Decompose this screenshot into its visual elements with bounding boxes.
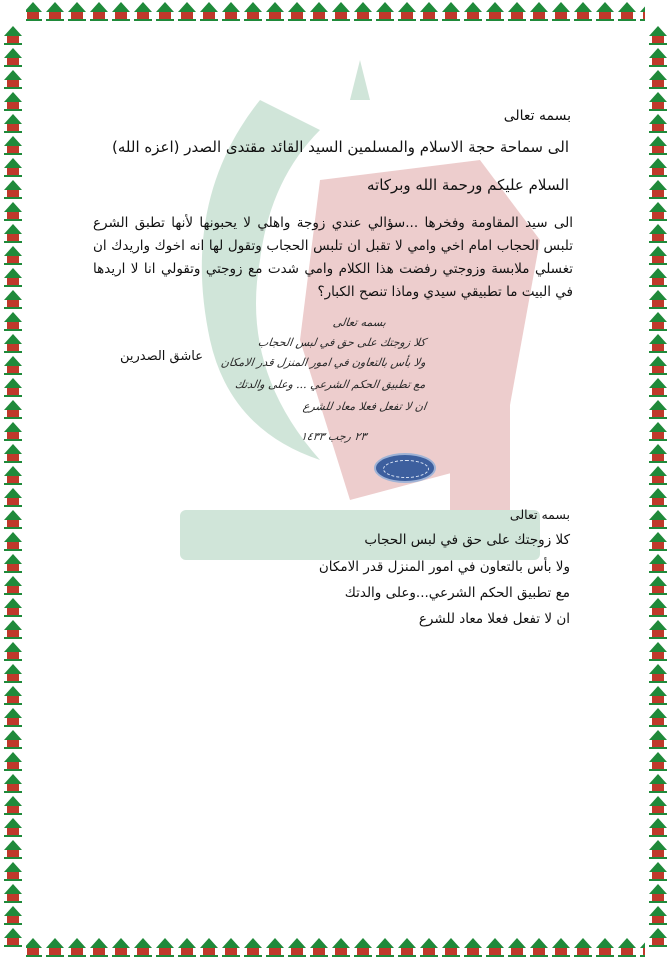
handwritten-line: ان لا تفعل فعلا معاد للشرع bbox=[301, 400, 427, 413]
handwritten-basmala: بسمه تعالى bbox=[332, 316, 387, 329]
handwritten-date: ٢٣ رجب ١٤٣٣ bbox=[299, 430, 367, 443]
reply-basmala: بسمه تعالى bbox=[509, 507, 570, 522]
handwritten-line: مع تطبيق الحكم الشرعي ... وعلى والدتك bbox=[234, 378, 427, 391]
reply-line: مع تطبيق الحكم الشرعي...وعلى والدتك bbox=[344, 585, 570, 601]
letter-greeting: السلام عليكم ورحمة الله وبركاته bbox=[367, 176, 569, 194]
office-stamp bbox=[374, 453, 436, 483]
reply-line: ولا بأس بالتعاون في امور المنزل قدر الامكان bbox=[318, 559, 570, 575]
reply-line: كلا زوجتك على حق في لبس الحجاب bbox=[364, 532, 570, 548]
letter-basmala: بسمه تعالى bbox=[503, 108, 571, 124]
handwritten-line: ولا بأس بالتعاون في امور المنزل قدر الامكان bbox=[220, 356, 427, 369]
letter-addressee: الى سماحة حجة الاسلام والمسلمين السيد القائد مقتدى الصدر (اعزه الله) bbox=[112, 138, 569, 156]
letter-signer: عاشق الصدرين bbox=[119, 349, 203, 364]
letter-body: الى سيد المقاومة وفخرها ...سؤالي عندي زوجة واهلي لا يحبونها لأنها تطبق الشرع تلبس الحجاب امام اخي وامي لا تقبل ان تلبس الحجاب وتقول لها انه اخوك واريدك ان تغسلي ملابسة وزوجتي رفضت هذا الكلام وامي شدت مع زوجتي وتقولي انا لا اريدها في البيت ما تطبيقي سيدي وماذا تنصح الكبار؟ bbox=[93, 215, 573, 300]
reply-line: ان لا تفعل فعلا معاد للشرع bbox=[418, 611, 570, 627]
handwritten-line: كلا زوجتك على حق في لبس الحجاب bbox=[257, 336, 427, 349]
handwritten-reply bbox=[186, 312, 426, 452]
